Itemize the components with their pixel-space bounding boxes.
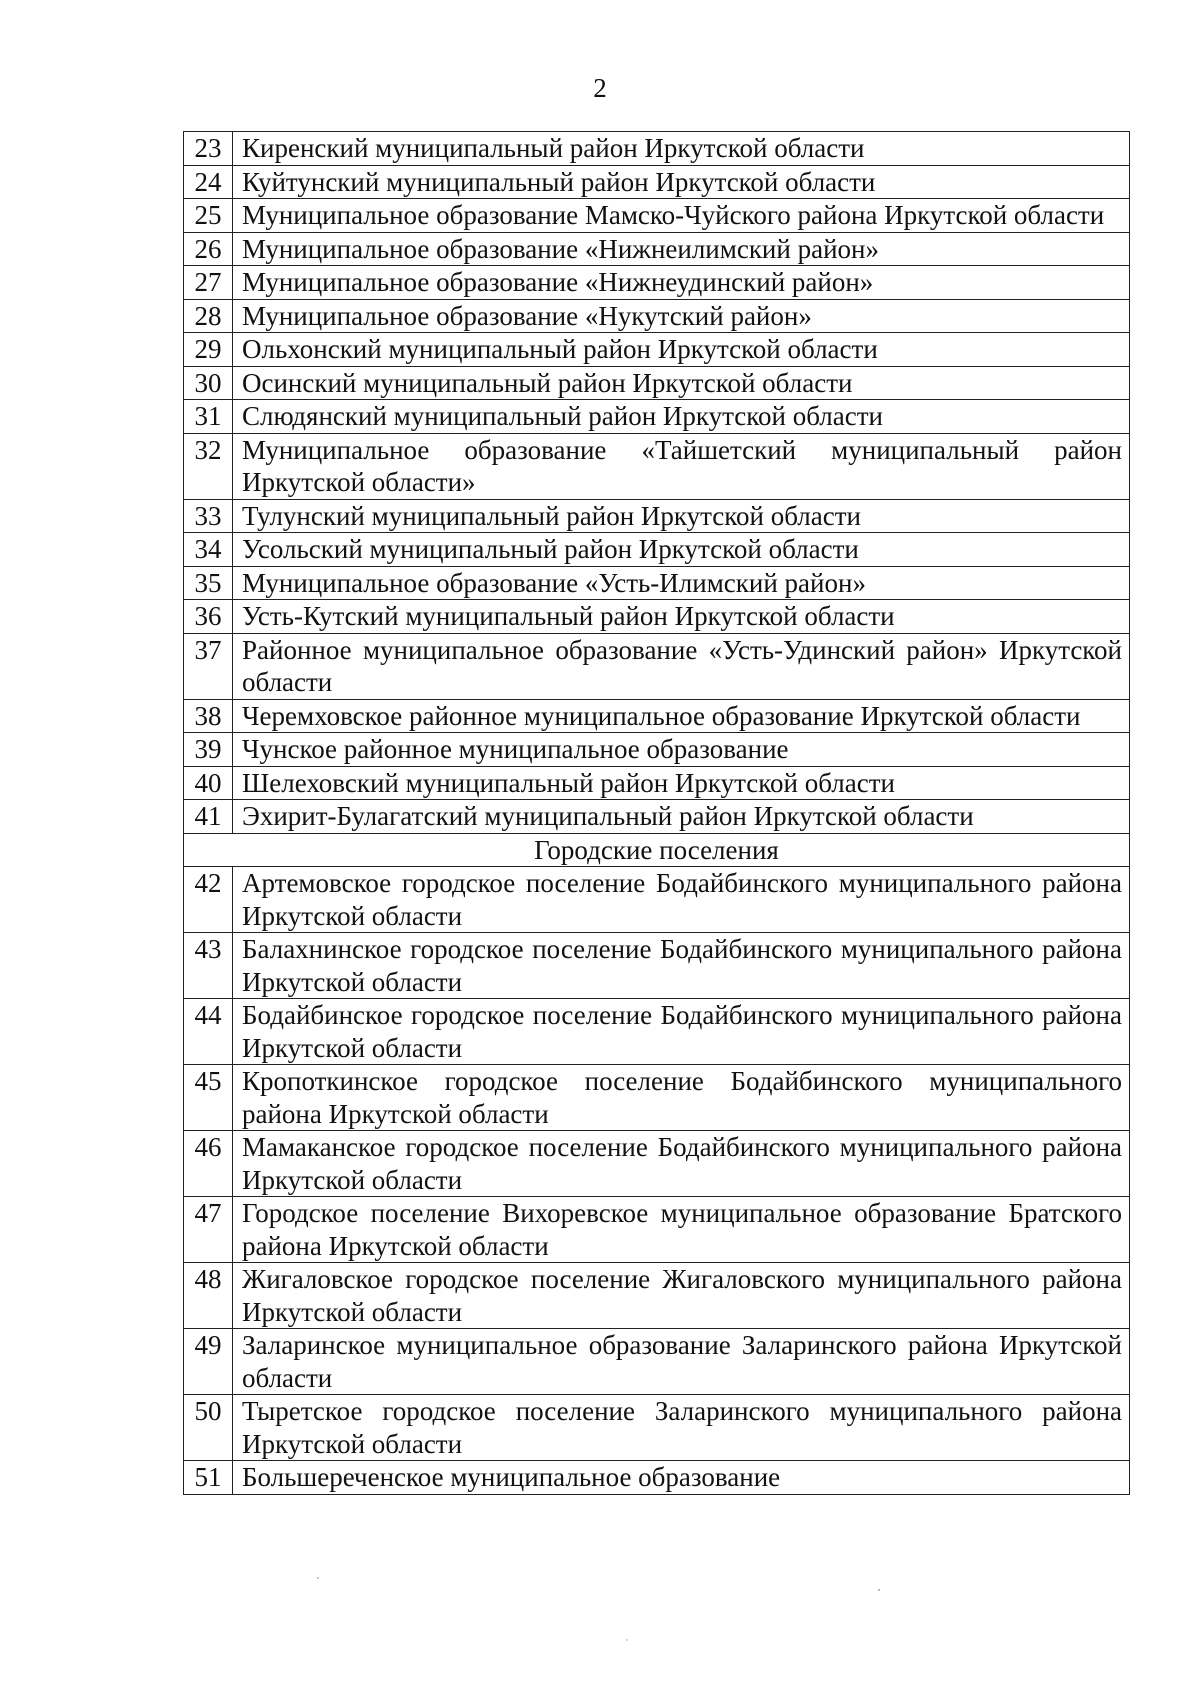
table-row: [184, 633, 1130, 699]
row-number: 31: [184, 400, 233, 434]
table-row: [184, 1131, 1130, 1197]
row-number: 33: [184, 499, 233, 533]
row-number: 49: [184, 1329, 233, 1395]
table-row: [184, 499, 1130, 533]
municipality-name: Артемовское городское поселение Бодайбинского муниципального района Иркутской области: [233, 867, 1130, 933]
municipality-name: Кропоткинское городское поселение Бодайбинского муниципального района Иркутской области: [233, 1065, 1130, 1131]
table-row: [184, 999, 1130, 1065]
table-row: [184, 933, 1130, 999]
municipality-name: Заларинское муниципальное образование Заларинского района Иркутской области: [233, 1329, 1130, 1395]
municipality-name: Муниципальное образование «Нижнеилимский район»: [233, 232, 1130, 266]
table-row: [184, 766, 1130, 800]
row-number: 24: [184, 165, 233, 199]
table-row: [184, 132, 1130, 166]
municipality-name: Осинский муниципальный район Иркутской области: [233, 366, 1130, 400]
municipality-name: Тулунский муниципальный район Иркутской области: [233, 499, 1130, 533]
municipality-name: Муниципальное образование «Усть-Илимский район»: [233, 566, 1130, 600]
table-row: [184, 733, 1130, 767]
row-number: 47: [184, 1197, 233, 1263]
page-number: 2: [593, 73, 607, 103]
row-number: 45: [184, 1065, 233, 1131]
table-row: [184, 266, 1130, 300]
table-row: [184, 1329, 1130, 1395]
row-number: 38: [184, 699, 233, 733]
table-body: [184, 132, 1130, 1495]
row-number: 35: [184, 566, 233, 600]
municipality-name: Муниципальное образование «Нижнеудинский район»: [233, 266, 1130, 300]
municipalities-table: [183, 131, 1130, 1495]
municipality-name: Муниципальное образование «Нукутский район»: [233, 299, 1130, 333]
table-row: [184, 1461, 1130, 1495]
municipality-name: Эхирит-Булагатский муниципальный район Иркутской области: [233, 800, 1130, 834]
table-row: [184, 1395, 1130, 1461]
table-row: [184, 867, 1130, 933]
row-number: 25: [184, 199, 233, 233]
section-heading: Городские поселения: [184, 833, 1130, 867]
row-number: 44: [184, 999, 233, 1065]
table-row: [184, 299, 1130, 333]
row-number: 28: [184, 299, 233, 333]
row-number: 39: [184, 733, 233, 767]
row-number: 48: [184, 1263, 233, 1329]
municipality-name: Шелеховский муниципальный район Иркутской области: [233, 766, 1130, 800]
row-number: 40: [184, 766, 233, 800]
row-number: 43: [184, 933, 233, 999]
table-row: [184, 566, 1130, 600]
municipality-name: Муниципальное образование Мамско-Чуйского района Иркутской области: [233, 199, 1130, 233]
table-row: [184, 800, 1130, 834]
table-row: [184, 366, 1130, 400]
row-number: 23: [184, 132, 233, 166]
row-number: 41: [184, 800, 233, 834]
row-number: 34: [184, 533, 233, 567]
municipality-name: Большереченское муниципальное образование: [233, 1461, 1130, 1495]
municipality-name: Тыретское городское поселение Заларинского муниципального района Иркутской области: [233, 1395, 1130, 1461]
municipality-name: Усольский муниципальный район Иркутской области: [233, 533, 1130, 567]
municipality-name: Балахнинское городское поселение Бодайбинского муниципального района Иркутской области: [233, 933, 1130, 999]
municipality-name: Слюдянский муниципальный район Иркутской области: [233, 400, 1130, 434]
municipality-name: Бодайбинское городское поселение Бодайбинского муниципального района Иркутской области: [233, 999, 1130, 1065]
row-number: 42: [184, 867, 233, 933]
table-row: [184, 165, 1130, 199]
municipality-name: Муниципальное образование «Тайшетский муниципальный район Иркутской области»: [233, 433, 1130, 499]
table-row: [184, 232, 1130, 266]
table-row: [184, 1263, 1130, 1329]
row-number: 30: [184, 366, 233, 400]
municipality-name: Районное муниципальное образование «Усть-Удинский район» Иркутской области: [233, 633, 1130, 699]
municipality-name: Куйтунский муниципальный район Иркутской области: [233, 165, 1130, 199]
table-row: [184, 433, 1130, 499]
row-number: 26: [184, 232, 233, 266]
municipality-name: Ольхонский муниципальный район Иркутской области: [233, 333, 1130, 367]
row-number: 46: [184, 1131, 233, 1197]
table-row: [184, 533, 1130, 567]
table-row: [184, 699, 1130, 733]
table-row: [184, 1065, 1130, 1131]
table-row: [184, 1197, 1130, 1263]
municipality-name: Киренский муниципальный район Иркутской области: [233, 132, 1130, 166]
row-number: 37: [184, 633, 233, 699]
municipality-name: Усть-Кутский муниципальный район Иркутской области: [233, 600, 1130, 634]
row-number: 50: [184, 1395, 233, 1461]
row-number: 36: [184, 600, 233, 634]
table-row: [184, 199, 1130, 233]
municipality-name: Жигаловское городское поселение Жигаловского муниципального района Иркутской области: [233, 1263, 1130, 1329]
section-heading-row: [184, 833, 1130, 867]
municipality-name: Чунское районное муниципальное образование: [233, 733, 1130, 767]
row-number: 51: [184, 1461, 233, 1495]
table-row: [184, 400, 1130, 434]
row-number: 29: [184, 333, 233, 367]
row-number: 27: [184, 266, 233, 300]
municipality-name: Мамаканское городское поселение Бодайбинского муниципального района Иркутской области: [233, 1131, 1130, 1197]
table-row: [184, 600, 1130, 634]
table-row: [184, 333, 1130, 367]
municipality-name: Черемховское районное муниципальное образование Иркутской области: [233, 699, 1130, 733]
row-number: 32: [184, 433, 233, 499]
municipality-name: Городское поселение Вихоревское муниципальное образование Братского района Иркутской области: [233, 1197, 1130, 1263]
